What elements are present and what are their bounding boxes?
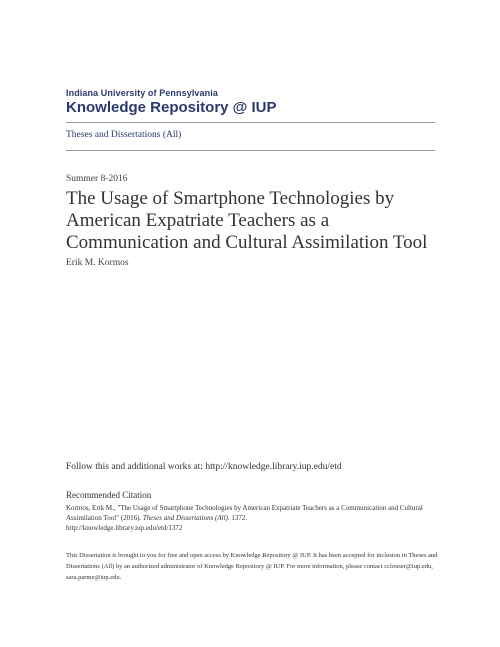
etd-link[interactable]: http://knowledge.library.iup.edu/etd — [205, 462, 342, 472]
bottom-divider — [66, 150, 435, 151]
citation-main: Kormos, Erik M., "The Usage of Smartphone Technologies by American Expatriate Teachers as a Communication and Cultural Assimilation Tool" (2016). — [66, 504, 423, 522]
notice-text: This Dissertation is brought to you for free and open access by Knowledge Repository @ IUP. It has been accepted for inclusion in Theses and Dissertations (All) by an authorized administrator of Knowledge Repository @ IUP. For more information, please contact — [66, 552, 438, 570]
citation-text — [66, 503, 444, 533]
citation-heading: Recommended Citation — [66, 490, 152, 500]
repository-name[interactable]: Knowledge Repository @ IUP — [66, 99, 277, 116]
contact-email-1[interactable]: cclouser@iup.edu — [384, 563, 432, 570]
document-title[interactable]: The Usage of Smartphone Technologies by American Expatriate Teachers as a Communication and Cultural Assimilation Tool — [66, 188, 428, 253]
follow-line — [66, 462, 342, 472]
university-name: Indiana University of Pennsylvania — [66, 88, 218, 98]
follow-text: Follow this and additional works at: — [66, 462, 206, 472]
citation-series: Theses and Dissertations (All) — [142, 514, 228, 522]
publication-date: Summer 8-2016 — [66, 174, 128, 184]
citation-link[interactable]: http://knowledge.library.iup.edu/etd/1372 — [66, 524, 183, 532]
author-name[interactable]: Erik M. Kormos — [66, 258, 129, 268]
notice-sep: , — [431, 563, 433, 570]
citation-number: . 1372. — [227, 514, 248, 522]
notice-end: . — [119, 574, 122, 581]
collection-link[interactable]: Theses and Dissertations (All) — [66, 130, 182, 140]
contact-email-2[interactable]: sara.parme@iup.edu — [66, 574, 120, 581]
top-divider — [66, 122, 435, 123]
access-notice — [66, 550, 444, 583]
